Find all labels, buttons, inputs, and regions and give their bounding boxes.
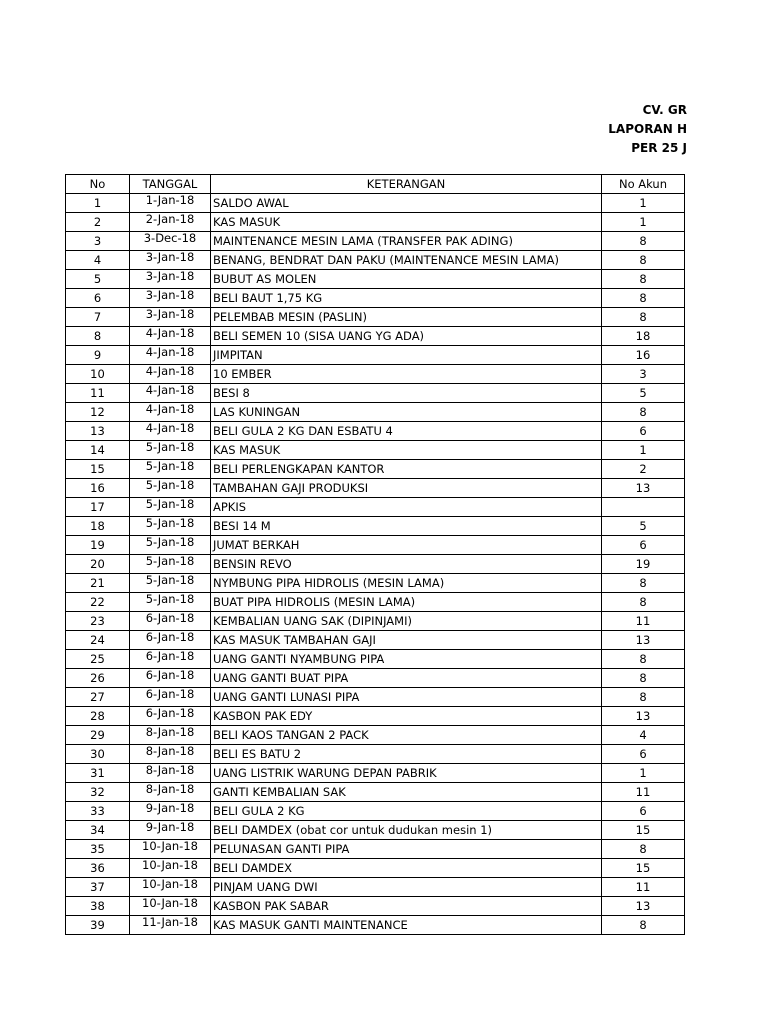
cell-no-akun: 6 [602,536,685,555]
cell-no: 19 [66,536,130,555]
cell-keterangan: NYMBUNG PIPA HIDROLIS (MESIN LAMA) [211,574,602,593]
cell-no: 24 [66,631,130,650]
cell-keterangan: BELI DAMDEX (obat cor untuk dudukan mesin 1) [211,821,602,840]
cell-keterangan: BUBUT AS MOLEN [211,270,602,289]
cell-tanggal: 9-Jan-18 [130,802,211,821]
cell-no-akun: 8 [602,403,685,422]
cell-keterangan: KEMBALIAN UANG SAK (DIPINJAMI) [211,612,602,631]
table-row [66,840,685,859]
cell-keterangan: PINJAM UANG DWI [211,878,602,897]
cell-no: 4 [66,251,130,270]
cell-keterangan: BESI 8 [211,384,602,403]
cell-no-akun: 15 [602,859,685,878]
cell-no: 30 [66,745,130,764]
cell-no: 22 [66,593,130,612]
cell-keterangan: BENSIN REVO [211,555,602,574]
cell-tanggal: 5-Jan-18 [130,460,211,479]
cell-no: 10 [66,365,130,384]
table-row [66,403,685,422]
table-row [66,270,685,289]
cell-no-akun: 8 [602,593,685,612]
cell-no-akun: 8 [602,688,685,707]
cell-tanggal: 10-Jan-18 [130,840,211,859]
cell-no-akun: 2 [602,460,685,479]
cell-no-akun: 1 [602,441,685,460]
table-row [66,688,685,707]
cell-keterangan: KASBON PAK EDY [211,707,602,726]
cell-no: 25 [66,650,130,669]
table-row [66,745,685,764]
cell-no-akun: 6 [602,802,685,821]
cell-keterangan: BELI PERLENGKAPAN KANTOR [211,460,602,479]
cell-no-akun: 1 [602,213,685,232]
cell-no-akun: 3 [602,365,685,384]
cell-tanggal: 3-Jan-18 [130,251,211,270]
cell-keterangan: BELI ES BATU 2 [211,745,602,764]
cell-no: 38 [66,897,130,916]
report-title: LAPORAN H [608,122,687,136]
cell-no-akun: 5 [602,384,685,403]
cell-tanggal: 5-Jan-18 [130,517,211,536]
table-row [66,707,685,726]
cell-tanggal: 4-Jan-18 [130,384,211,403]
table-row [66,479,685,498]
cell-no: 35 [66,840,130,859]
cell-keterangan: TAMBAHAN GAJI PRODUKSI [211,479,602,498]
cell-no-akun: 13 [602,631,685,650]
table-row [66,460,685,479]
cell-no-akun: 1 [602,194,685,213]
cell-no: 7 [66,308,130,327]
table-row [66,536,685,555]
cell-no-akun: 13 [602,479,685,498]
table-row [66,555,685,574]
cell-no: 37 [66,878,130,897]
cell-no-akun: 8 [602,574,685,593]
company-name: CV. GR [642,103,687,117]
cell-no: 8 [66,327,130,346]
cell-keterangan: UANG GANTI LUNASI PIPA [211,688,602,707]
cell-keterangan: LAS KUNINGAN [211,403,602,422]
cell-tanggal: 3-Jan-18 [130,289,211,308]
cell-no: 14 [66,441,130,460]
cell-no-akun: 4 [602,726,685,745]
cell-keterangan: UANG GANTI BUAT PIPA [211,669,602,688]
cell-no-akun: 1 [602,764,685,783]
table-row [66,764,685,783]
cell-no: 17 [66,498,130,517]
cell-tanggal: 10-Jan-18 [130,897,211,916]
cell-tanggal: 3-Jan-18 [130,308,211,327]
cell-no: 12 [66,403,130,422]
cell-tanggal: 5-Jan-18 [130,593,211,612]
cell-no: 11 [66,384,130,403]
cell-no: 31 [66,764,130,783]
cell-tanggal: 5-Jan-18 [130,479,211,498]
cell-no: 18 [66,517,130,536]
table-row [66,669,685,688]
table-row [66,783,685,802]
cell-tanggal: 8-Jan-18 [130,783,211,802]
table-row [66,802,685,821]
table-row [66,213,685,232]
table-row [66,650,685,669]
cell-tanggal: 8-Jan-18 [130,726,211,745]
cell-tanggal: 8-Jan-18 [130,745,211,764]
cell-keterangan: JUMAT BERKAH [211,536,602,555]
cell-no-akun: 8 [602,232,685,251]
cell-keterangan: KASBON PAK SABAR [211,897,602,916]
table-row [66,517,685,536]
cell-tanggal: 1-Jan-18 [130,194,211,213]
cell-no: 33 [66,802,130,821]
table-row [66,251,685,270]
cell-keterangan: KAS MASUK GANTI MAINTENANCE [211,916,602,935]
cell-no-akun: 8 [602,308,685,327]
cell-keterangan: KAS MASUK [211,213,602,232]
cell-no: 26 [66,669,130,688]
cell-keterangan: BUAT PIPA HIDROLIS (MESIN LAMA) [211,593,602,612]
cell-tanggal: 9-Jan-18 [130,821,211,840]
cell-tanggal: 4-Jan-18 [130,365,211,384]
cell-tanggal: 2-Jan-18 [130,213,211,232]
cell-no: 32 [66,783,130,802]
table-header-row [66,175,685,194]
cell-keterangan: UANG LISTRIK WARUNG DEPAN PABRIK [211,764,602,783]
cell-keterangan: JIMPITAN [211,346,602,365]
table-row [66,384,685,403]
cell-no: 13 [66,422,130,441]
column-header-no-akun: No Akun [602,175,685,194]
cell-no: 27 [66,688,130,707]
cell-no: 39 [66,916,130,935]
cell-no-akun: 16 [602,346,685,365]
cell-no: 3 [66,232,130,251]
table-row [66,308,685,327]
report-period: PER 25 J [631,141,687,155]
table-row [66,878,685,897]
cell-tanggal: 4-Jan-18 [130,327,211,346]
cell-keterangan: BELI DAMDEX [211,859,602,878]
cell-tanggal: 5-Jan-18 [130,536,211,555]
cell-tanggal: 5-Jan-18 [130,574,211,593]
table-row [66,593,685,612]
table-row [66,821,685,840]
cell-tanggal: 5-Jan-18 [130,498,211,517]
cell-keterangan: KAS MASUK TAMBAHAN GAJI [211,631,602,650]
cell-keterangan: MAINTENANCE MESIN LAMA (TRANSFER PAK ADING) [211,232,602,251]
table-row [66,194,685,213]
cell-keterangan: BELI BAUT 1,75 KG [211,289,602,308]
cell-no: 6 [66,289,130,308]
cell-keterangan: BELI SEMEN 10 (SISA UANG YG ADA) [211,327,602,346]
cell-no: 34 [66,821,130,840]
table-row [66,897,685,916]
cell-tanggal: 6-Jan-18 [130,707,211,726]
cell-no-akun: 18 [602,327,685,346]
cell-tanggal: 6-Jan-18 [130,631,211,650]
cell-no: 21 [66,574,130,593]
table-row [66,289,685,308]
cell-tanggal: 6-Jan-18 [130,612,211,631]
cash-ledger-table [65,174,685,935]
cell-no: 29 [66,726,130,745]
cell-no-akun: 11 [602,878,685,897]
cell-tanggal: 5-Jan-18 [130,555,211,574]
cell-keterangan: UANG GANTI NYAMBUNG PIPA [211,650,602,669]
cell-keterangan: BELI GULA 2 KG [211,802,602,821]
table-row [66,631,685,650]
cell-tanggal: 5-Jan-18 [130,441,211,460]
cell-no: 5 [66,270,130,289]
cell-no-akun: 8 [602,270,685,289]
cell-no-akun: 11 [602,612,685,631]
table-row [66,612,685,631]
cell-no-akun: 8 [602,916,685,935]
cell-no: 9 [66,346,130,365]
cell-no-akun: 8 [602,289,685,308]
table-body [66,194,685,935]
cell-no-akun: 8 [602,650,685,669]
table-row [66,498,685,517]
column-header-keterangan: KETERANGAN [211,175,602,194]
cell-tanggal: 10-Jan-18 [130,878,211,897]
cell-no-akun: 15 [602,821,685,840]
cell-no: 15 [66,460,130,479]
cell-no: 23 [66,612,130,631]
cell-no-akun: 6 [602,745,685,764]
cell-no: 1 [66,194,130,213]
cell-tanggal: 8-Jan-18 [130,764,211,783]
table-row [66,916,685,935]
cell-no-akun: 5 [602,517,685,536]
table-row [66,232,685,251]
table-row [66,859,685,878]
cell-keterangan: BELI GULA 2 KG DAN ESBATU 4 [211,422,602,441]
cell-no-akun: 8 [602,669,685,688]
cell-keterangan: 10 EMBER [211,365,602,384]
cell-keterangan: GANTI KEMBALIAN SAK [211,783,602,802]
cell-no-akun: 13 [602,707,685,726]
table-row [66,327,685,346]
cell-no: 16 [66,479,130,498]
cell-no: 28 [66,707,130,726]
cell-no-akun: 19 [602,555,685,574]
cell-no-akun: 13 [602,897,685,916]
cell-no: 36 [66,859,130,878]
cell-tanggal: 4-Jan-18 [130,403,211,422]
cell-keterangan: APKIS [211,498,602,517]
cell-tanggal: 3-Jan-18 [130,270,211,289]
cell-no-akun: 11 [602,783,685,802]
table-row [66,574,685,593]
table-row [66,365,685,384]
table-row [66,726,685,745]
cell-keterangan: BENANG, BENDRAT DAN PAKU (MAINTENANCE MESIN LAMA) [211,251,602,270]
cell-keterangan: KAS MASUK [211,441,602,460]
cell-no: 20 [66,555,130,574]
column-header-tanggal: TANGGAL [130,175,211,194]
cell-keterangan: BESI 14 M [211,517,602,536]
cell-no-akun [602,498,685,517]
cell-no-akun: 6 [602,422,685,441]
table-row [66,441,685,460]
table-row [66,422,685,441]
cell-tanggal: 6-Jan-18 [130,688,211,707]
cell-tanggal: 4-Jan-18 [130,346,211,365]
cell-tanggal: 11-Jan-18 [130,916,211,935]
table-row [66,346,685,365]
cell-no-akun: 8 [602,840,685,859]
cell-no: 2 [66,213,130,232]
cell-tanggal: 10-Jan-18 [130,859,211,878]
cell-keterangan: PELEMBAB MESIN (PASLIN) [211,308,602,327]
cell-keterangan: BELI KAOS TANGAN 2 PACK [211,726,602,745]
cell-tanggal: 6-Jan-18 [130,669,211,688]
cell-no-akun: 8 [602,251,685,270]
cell-tanggal: 4-Jan-18 [130,422,211,441]
cell-keterangan: SALDO AWAL [211,194,602,213]
cell-tanggal: 6-Jan-18 [130,650,211,669]
column-header-no: No [66,175,130,194]
cell-tanggal: 3-Dec-18 [130,232,211,251]
cell-keterangan: PELUNASAN GANTI PIPA [211,840,602,859]
